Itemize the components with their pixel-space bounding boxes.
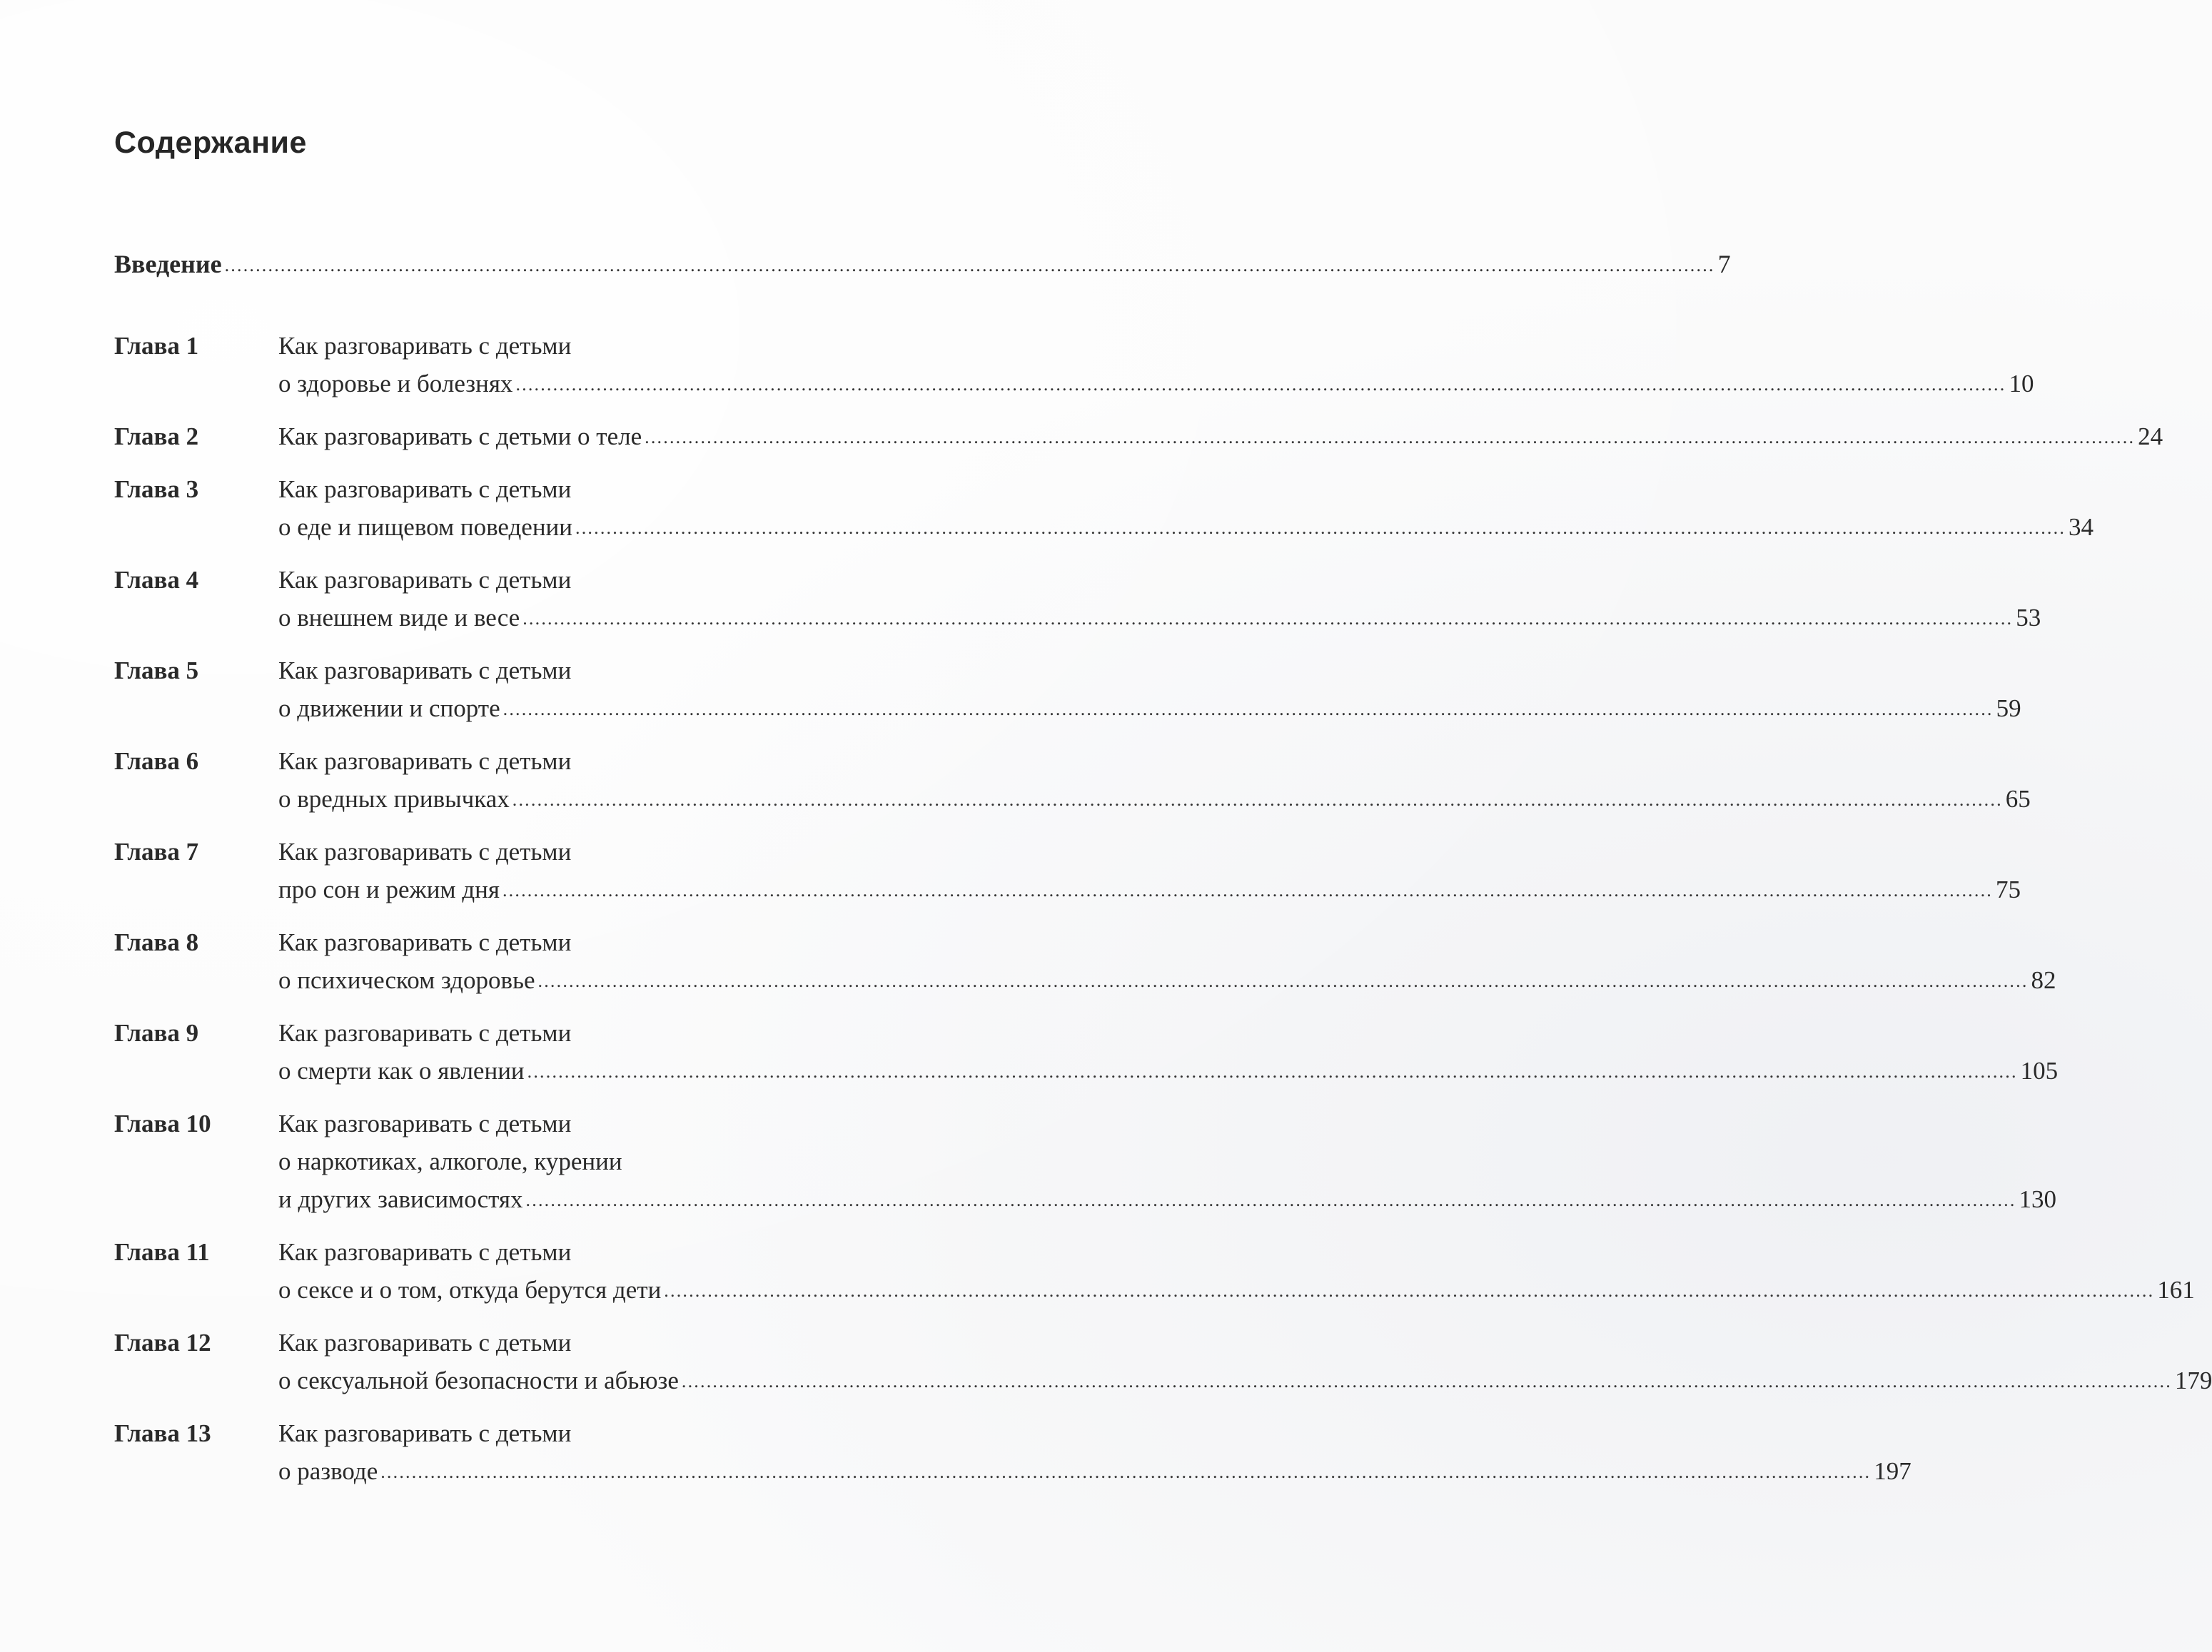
chapter-title <box>278 327 2034 405</box>
toc-page-number: 82 <box>2031 966 2056 994</box>
chapter-title <box>278 833 2021 911</box>
chapter-title-last-line <box>278 689 2021 729</box>
chapter-title <box>278 1105 2056 1220</box>
toc-page-number: 197 <box>1874 1457 1911 1485</box>
chapter-label: Глава 6 <box>114 747 199 775</box>
chapter-label: Глава 1 <box>114 332 199 360</box>
dot-leader <box>682 1362 2172 1400</box>
dot-leader <box>526 1181 2016 1219</box>
toc-entry-chapter-5[interactable] <box>114 652 2021 729</box>
toc-page-number: 59 <box>1996 694 2021 722</box>
dot-leader <box>225 247 1715 284</box>
chapter-title-line: Как разговаривать с детьми <box>278 1419 572 1447</box>
page-title: Содержание <box>114 126 307 160</box>
chapter-list <box>114 327 2212 1492</box>
toc-entry-chapter-1[interactable] <box>114 327 2034 405</box>
toc-entry-chapter-7[interactable] <box>114 833 2021 911</box>
chapter-title <box>278 923 2056 1001</box>
chapter-title-line: о движении и спорте <box>278 694 500 722</box>
dot-leader <box>527 1053 2018 1090</box>
toc-entry-chapter-4[interactable] <box>114 561 2041 639</box>
chapter-title-last-line <box>278 780 2031 820</box>
chapter-title-line: и других зависимостях <box>278 1185 523 1213</box>
chapter-label: Глава 7 <box>114 838 199 866</box>
toc-entry-chapter-8[interactable] <box>114 923 2056 1001</box>
chapter-title-line: о здоровье и болезнях <box>278 370 513 397</box>
chapter-title-last-line <box>278 508 2094 548</box>
chapter-title-last-line <box>278 599 2041 639</box>
chapter-title-last-line <box>278 1362 2212 1402</box>
toc-entry-chapter-9[interactable] <box>114 1014 2059 1092</box>
toc-page-number: 7 <box>1717 250 1731 278</box>
chapter-label: Глава 5 <box>114 657 199 684</box>
dot-leader <box>538 962 2029 1000</box>
dot-leader <box>575 509 2066 547</box>
chapter-title-line: Как разговаривать с детьми <box>278 332 572 360</box>
chapter-title-line: о внешнем виде и весе <box>278 604 520 632</box>
chapter-title-line: о сексуальной безопасности и абьюзе <box>278 1367 679 1394</box>
chapter-title <box>278 561 2041 639</box>
chapter-title-last-line <box>278 1271 2195 1311</box>
chapter-label: Глава 8 <box>114 928 199 956</box>
chapter-title-line: Как разговаривать с детьми <box>278 928 572 956</box>
toc-page-number: 53 <box>2016 604 2041 632</box>
chapter-title <box>278 470 2094 548</box>
chapter-title-line: Как разговаривать с детьми <box>278 475 572 503</box>
chapter-title-line: Как разговаривать с детьми о теле <box>278 422 642 450</box>
chapter-title-last-line <box>278 1180 2056 1220</box>
chapter-title-line: о наркотиках, алкоголе, курении <box>278 1147 622 1175</box>
toc-page-number: 105 <box>2020 1057 2059 1085</box>
toc-page-number: 130 <box>2019 1185 2057 1213</box>
dot-leader <box>512 781 2003 819</box>
chapter-title-line: Как разговаривать с детьми <box>278 566 572 594</box>
dot-leader <box>380 1453 1871 1491</box>
chapter-label: Глава 3 <box>114 475 199 503</box>
chapter-title-last-line <box>278 961 2056 1001</box>
toc-entry-introduction[interactable] <box>114 245 1731 285</box>
chapter-label: Глава 10 <box>114 1110 211 1137</box>
chapter-title <box>278 1414 1911 1492</box>
chapter-title-last-line <box>278 365 2034 405</box>
toc-page-number: 24 <box>2138 422 2163 450</box>
dot-leader <box>515 365 2006 403</box>
chapter-title-line: о разводе <box>278 1457 378 1485</box>
chapter-title-last-line <box>278 1052 2058 1092</box>
chapter-title-last-line <box>278 417 2163 457</box>
chapter-label: Глава 2 <box>114 422 199 450</box>
chapter-title-line: о сексе и о том, откуда берутся дети <box>278 1276 662 1304</box>
toc-page-number: 65 <box>2005 785 2031 813</box>
toc-entry-chapter-12[interactable] <box>114 1324 2212 1402</box>
toc-entry-chapter-13[interactable] <box>114 1414 1911 1492</box>
toc-entry-chapter-10[interactable] <box>114 1105 2057 1220</box>
toc-page-number: 75 <box>1995 876 2021 903</box>
chapter-label: Глава 11 <box>114 1238 210 1266</box>
chapter-title <box>278 652 2021 729</box>
chapter-label: Глава 4 <box>114 566 199 594</box>
chapter-title-line: Как разговаривать с детьми <box>278 1238 572 1266</box>
toc-entry-chapter-3[interactable] <box>114 470 2094 548</box>
toc-page-number: 161 <box>2157 1276 2195 1304</box>
table-of-contents <box>114 245 2212 1505</box>
chapter-title-last-line <box>278 1452 1911 1492</box>
chapter-title-line: Как разговаривать с детьми <box>278 1110 572 1137</box>
chapter-title-line: Как разговаривать с детьми <box>278 1019 572 1047</box>
toc-entry-title: Введение <box>114 250 222 278</box>
chapter-title-line: Как разговаривать с детьми <box>278 1329 572 1357</box>
toc-page-number: 34 <box>2069 513 2094 541</box>
dot-leader <box>503 871 1993 909</box>
chapter-title-line: Как разговаривать с детьми <box>278 657 572 684</box>
dot-leader <box>664 1272 2154 1309</box>
toc-page-number: 10 <box>2009 370 2034 397</box>
toc-entry-chapter-6[interactable] <box>114 742 2031 820</box>
chapter-title-line: Как разговаривать с детьми <box>278 838 572 866</box>
chapter-title-line: Как разговаривать с детьми <box>278 747 572 775</box>
chapter-label: Глава 9 <box>114 1019 199 1047</box>
chapter-title <box>278 1233 2195 1311</box>
chapter-title-line: о смерти как о явлении <box>278 1057 525 1085</box>
chapter-label: Глава 13 <box>114 1419 211 1447</box>
chapter-title-line: о еде и пищевом поведении <box>278 513 573 541</box>
chapter-title-line: о вредных привычках <box>278 785 510 813</box>
toc-page-number: 179 <box>2174 1367 2212 1394</box>
chapter-title-line: про сон и режим дня <box>278 876 500 903</box>
dot-leader <box>522 599 2013 637</box>
chapter-title <box>278 417 2163 457</box>
chapter-title <box>278 1014 2058 1092</box>
dot-leader <box>503 690 1994 728</box>
chapter-label: Глава 12 <box>114 1329 211 1357</box>
toc-entry-chapter-2[interactable] <box>114 417 2163 457</box>
chapter-title-line: о психическом здоровье <box>278 966 535 994</box>
chapter-title-last-line <box>278 871 2021 911</box>
chapter-title <box>278 742 2031 820</box>
toc-entry-chapter-11[interactable] <box>114 1233 2195 1311</box>
dot-leader <box>645 418 2135 456</box>
chapter-title <box>278 1324 2212 1402</box>
